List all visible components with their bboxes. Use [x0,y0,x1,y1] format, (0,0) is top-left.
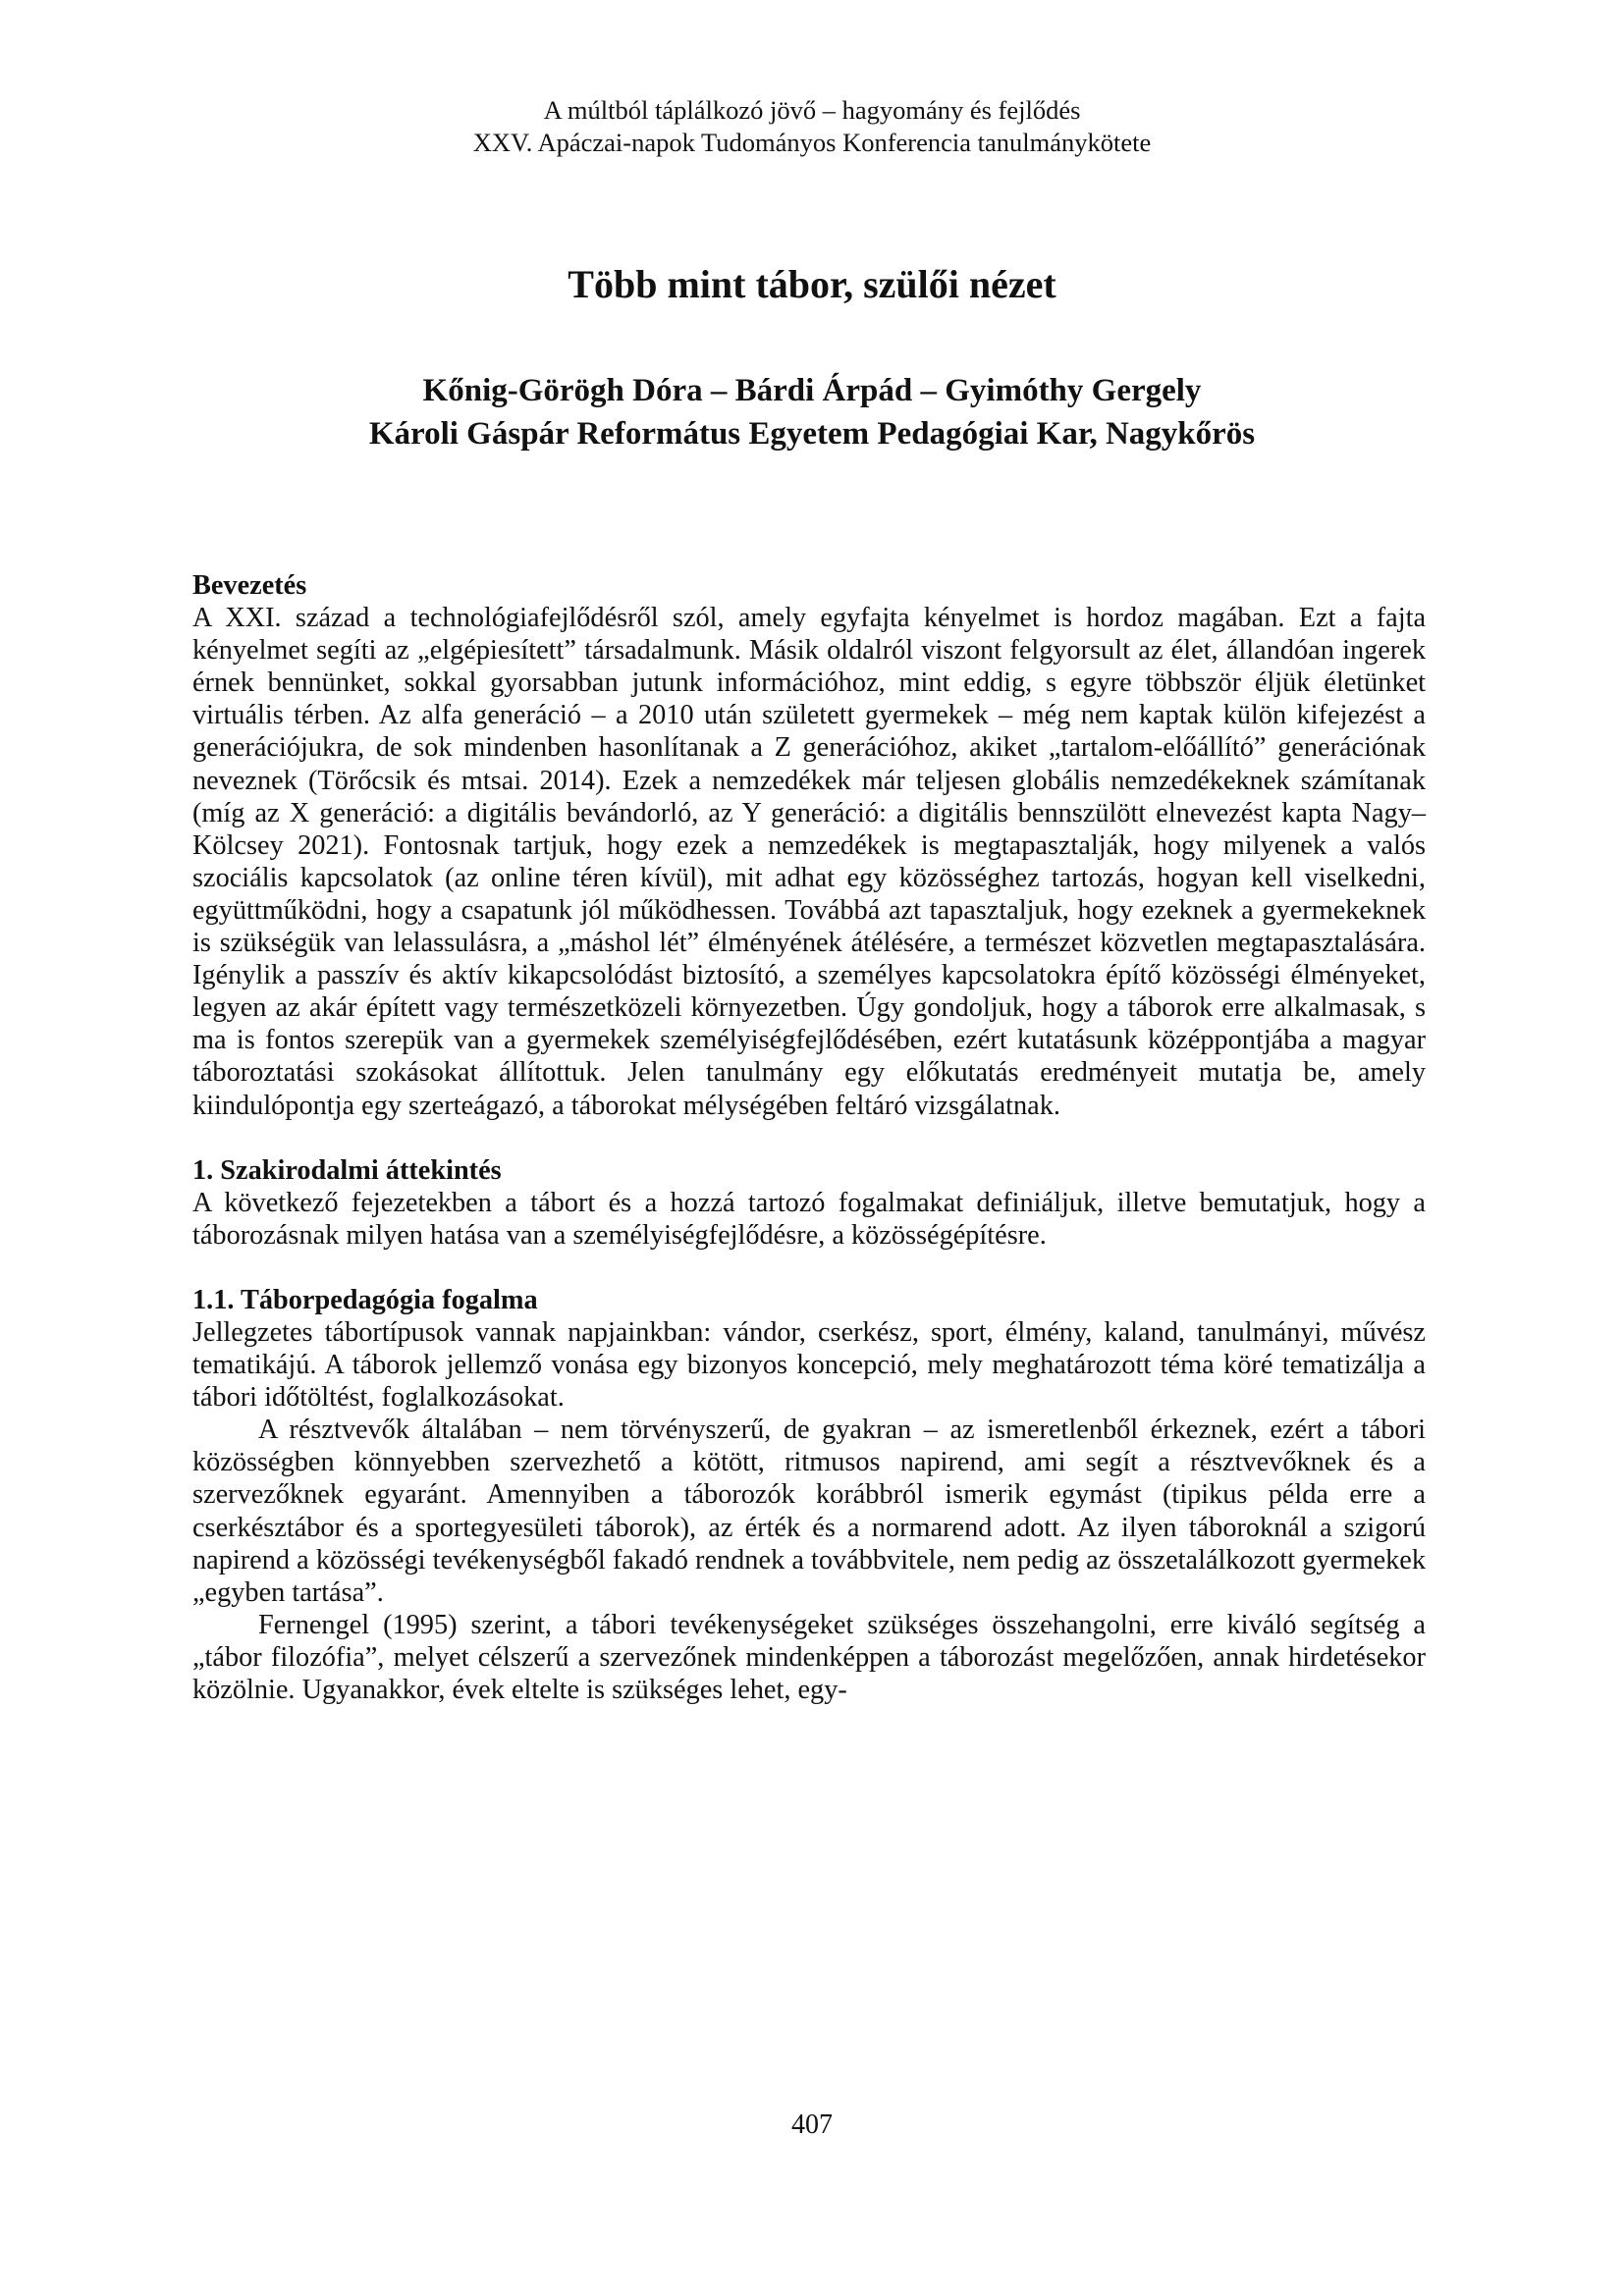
spacer [192,1252,1426,1284]
body-text [192,569,1426,1706]
camp-pedagogy-paragraph-1: Jellegzetes tábortípusok vannak napjainkban: vándor, cserkész, sport, élmény, kaland, tanulmányi, művész tematikájú. A táborok jellemző vonása egy bizonyos koncepció, mely meghatározott téma köré tematizálja a tábori időtöltést, foglalkozásokat. [192,1316,1426,1414]
author-block [0,369,1624,455]
camp-pedagogy-paragraph-2: A résztvevők általában – nem törvényszerű, de gyakran – az ismeretlenből érkeznek, ezért a tábori közösségben könnyebben szervezhető a kötött, ritmusos napirend, ami segít a résztvevőknek és a szervezőknek egyaránt. Amennyiben a táborozók korábbról ismerik egymást (tipikus példa erre a cserkésztábor és a sportegyesületi táborok), az érték és a normarend adott. Az ilyen táboroknál a szigorú napirend a közösségi tevékenységből fakadó rendnek a továbbvitele, nem pedig az összetalálkozott gyermekek „egyben tartása”. [192,1415,1426,1608]
running-header-line-1: A múltból táplálkozó jövő – hagyomány és fejlődés [543,95,1081,125]
section-heading-camp-pedagogy: 1.1. Táborpedagógia fogalma [192,1284,538,1315]
running-header-line-2: XXV. Apáczai-napok Tudományos Konferencia tanulmánykötete [472,128,1152,157]
running-header [0,94,1624,159]
camp-pedagogy-paragraph-3: Fernengel (1995) szerint, a tábori tevékenységeket szükséges összehangolni, erre kiváló segítség a „tábor filozófia”, melyet célszerű a szervezőnek mindenképpen a táborozást megelőzően, annak hirdetésekor közölnie. Ugyanakkor, évek eltelte is szükséges lehet, egy- [192,1609,1426,1705]
author-affiliation: Károli Gáspár Református Egyetem Pedagógiai Kar, Nagykőrös [368,416,1256,452]
literature-review-paragraph: A következő fejezetekben a tábort és a hozzá tartozó fogalmakat definiáljuk, illetve bemutatjuk, hogy a táborozásnak milyen hatása van a személyiségfejlődésre, a közösségépítésre. [192,1187,1426,1251]
section-heading-introduction: Bevezetés [192,570,307,601]
paper-title: Több mint tábor, szülői nézet [568,262,1056,306]
author-names: Kőnig-Görögh Dóra – Bárdi Árpád – Gyimóthy Gergely [422,373,1202,408]
section-heading-literature-review: 1. Szakirodalmi áttekintés [192,1154,502,1186]
spacer [192,1122,1426,1154]
introduction-paragraph: A XXI. század a technológiafejlődésről szól, amely egyfajta kényelmet is hordoz magában. Ezt a fajta kényelmet segíti az „elgépiesített” társadalmunk. Másik oldalról viszont felgyorsult az élet, állandóan ingerek érnek bennünket, sokkal gyorsabban jutunk információhoz, mint eddig, s egyre többször éljük életünket virtuális térben. Az alfa generáció – a 2010 után született gyermekek – még nem kaptak külön kifejezést a generációjukra, de sok mindenben hasonlítanak a Z generációhoz, akiket „tartalom-előállító” generációnak neveznek (Törőcsik és mtsai. 2014). Ezek a nemzedékek már teljesen globális nemzedékeknek számítanak (míg az X generáció: a digitális bevándorló, az Y generáció: a digitális bennszülött elnevezést kapta Nagy–Kölcsey 2021). Fontosnak tartjuk, hogy ezek a nemzedékek is megtapasztalják, hogy milyenek a valós szociális kapcsolatok (az online téren kívül), mit adhat egy közösséghez tartozás, hogyan kell viselkedni, együttműködni, hogy a csapatunk jól működhessen. Továbbá azt tapasztaljuk, hogy ezeknek a gyermekeknek is szükségük van lelassulásra, a „máshol lét” élményének átélésére, a természet közvetlen megtapasztalására. Igénylik a passzív és aktív kikapcsolódást biztosító, a személyes kapcsolatokra építő közösségi élményeket, legyen az akár épített vagy természetközeli környezetben. Úgy gondoljuk, hogy a táborok erre alkalmasak, s ma is fontos szerepük van a gyermekek személyiségfejlődésében, ezért kutatásunk középpontjába a magyar táboroztatási szokásokat állítottuk. Jelen tanulmány egy előkutatás eredményeit mutatja be, amely kiindulópontja egy szerteágazó, a táborokat mélységében feltáró vizsgálatnak. [192,603,1426,1121]
page-number: 407 [791,2109,833,2140]
